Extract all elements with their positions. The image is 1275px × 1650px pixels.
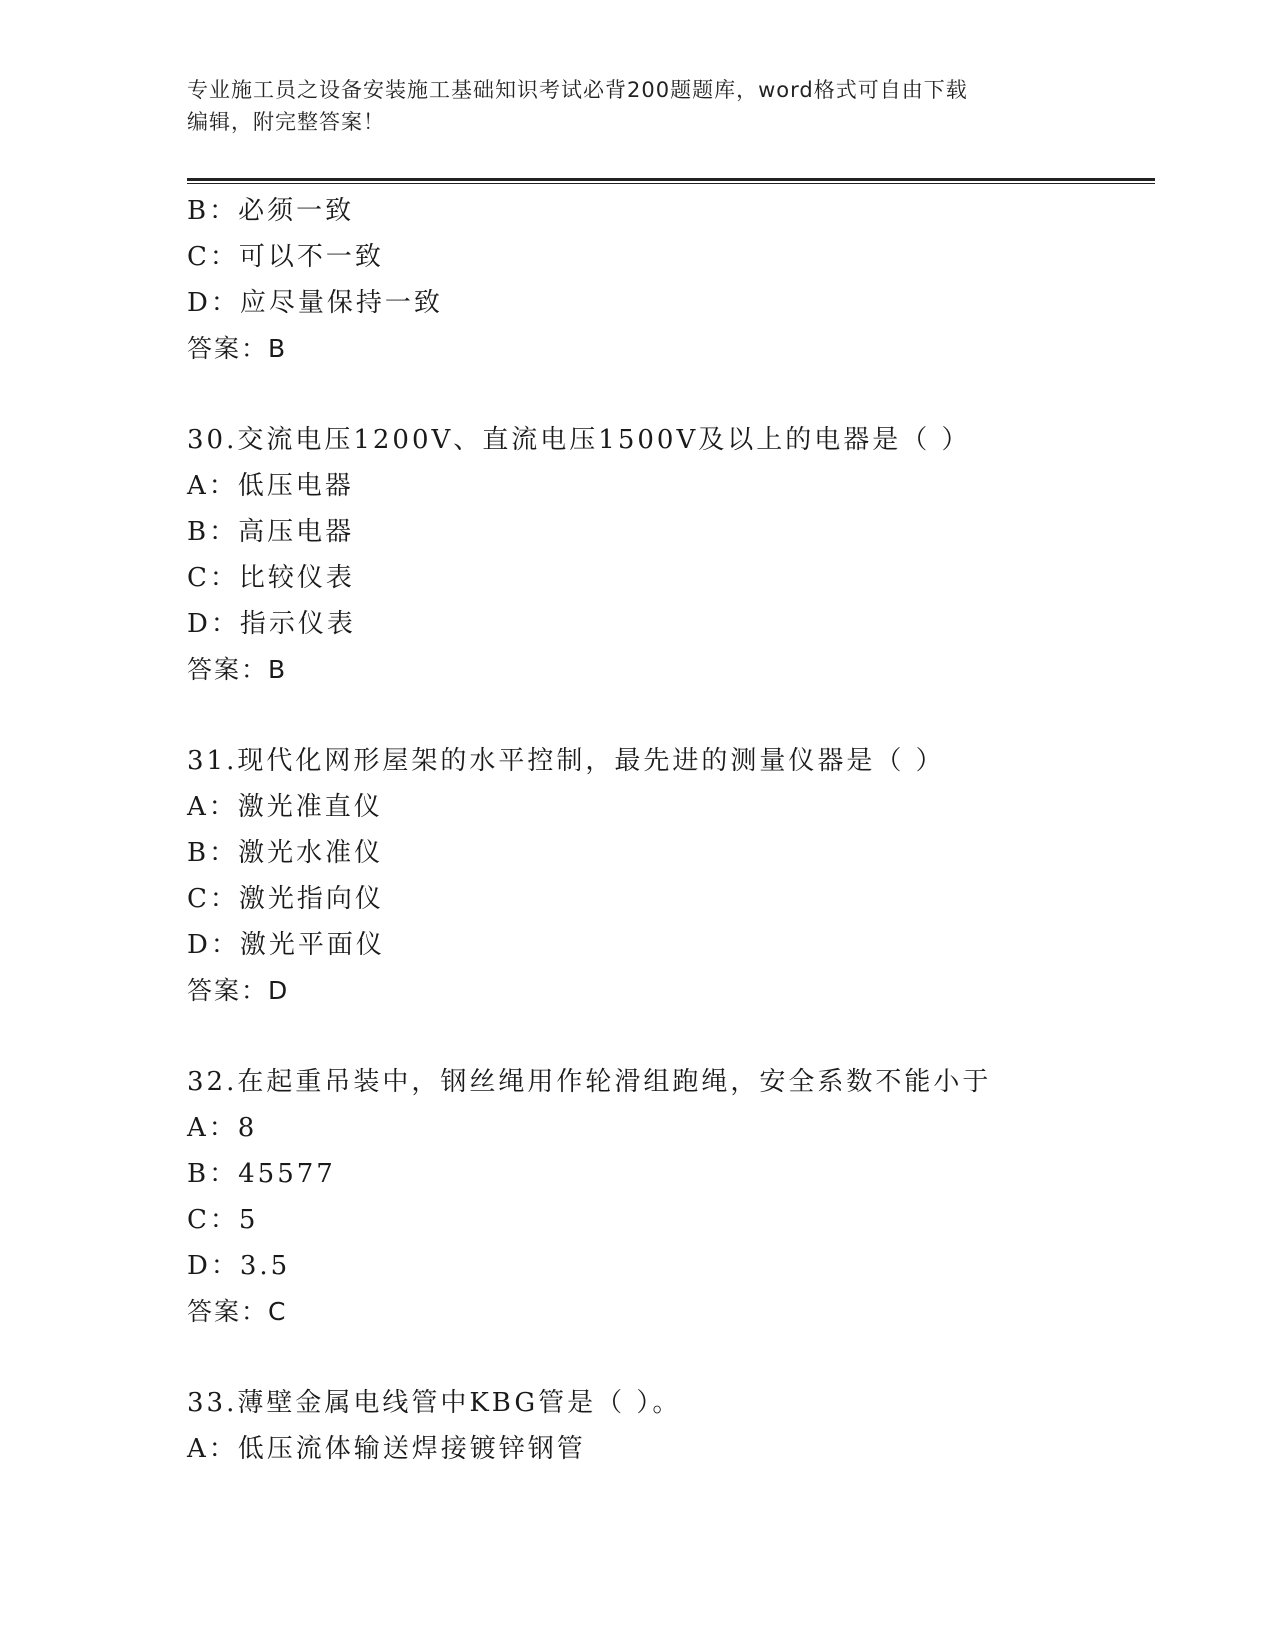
question-stem: 30.交流电压1200V、直流电压1500V及以上的电器是（ ） <box>187 425 971 455</box>
option-a: A：低压电器 <box>187 471 354 501</box>
option-b: B：高压电器 <box>187 517 355 547</box>
document-body <box>187 188 1155 1472</box>
answer-line: 答案：B <box>187 655 288 684</box>
spacer <box>187 372 1155 417</box>
option-c: C：5 <box>187 1205 259 1235</box>
option-b: B：45577 <box>187 1159 336 1189</box>
option-d: D：激光平面仪 <box>187 930 385 960</box>
question-block-29 <box>187 188 1155 372</box>
question-stem: 31.现代化网形屋架的水平控制，最先进的测量仪器是（ ） <box>187 746 945 776</box>
question-block-33 <box>187 1380 1155 1472</box>
header-divider-thick <box>187 178 1155 181</box>
header-divider-thin <box>187 183 1155 184</box>
answer-line: 答案：C <box>187 1297 288 1326</box>
question-block-31 <box>187 738 1155 1014</box>
option-d: D：指示仪表 <box>187 609 356 639</box>
option-c: C：激光指向仪 <box>187 884 384 914</box>
document-header <box>187 74 1067 138</box>
spacer <box>187 1335 1155 1380</box>
answer-line: 答案：D <box>187 976 290 1005</box>
header-line-2: 编辑，附完整答案！ <box>187 110 385 134</box>
answer-line: 答案：B <box>187 334 288 363</box>
option-c: C：比较仪表 <box>187 563 355 593</box>
spacer <box>187 1014 1155 1059</box>
question-stem: 33.薄壁金属电线管中KBG管是（ ）。 <box>187 1388 682 1418</box>
option-c: C：可以不一致 <box>187 242 384 272</box>
option-b: B：激光水准仪 <box>187 838 384 868</box>
question-stem: 32.在起重吊装中，钢丝绳用作轮滑组跑绳，安全系数不能小于 <box>187 1067 992 1097</box>
option-d: D：应尽量保持一致 <box>187 288 443 318</box>
option-a: A：低压流体输送焊接镀锌钢管 <box>187 1434 586 1464</box>
header-line-1: 专业施工员之设备安装施工基础知识考试必背200题题库，word格式可自由下载 <box>187 78 968 102</box>
spacer <box>187 693 1155 738</box>
option-b: B：必须一致 <box>187 196 355 226</box>
question-block-30 <box>187 417 1155 693</box>
option-a: A：8 <box>187 1113 258 1143</box>
question-block-32 <box>187 1059 1155 1335</box>
option-d: D：3.5 <box>187 1251 291 1281</box>
option-a: A：激光准直仪 <box>187 792 383 822</box>
